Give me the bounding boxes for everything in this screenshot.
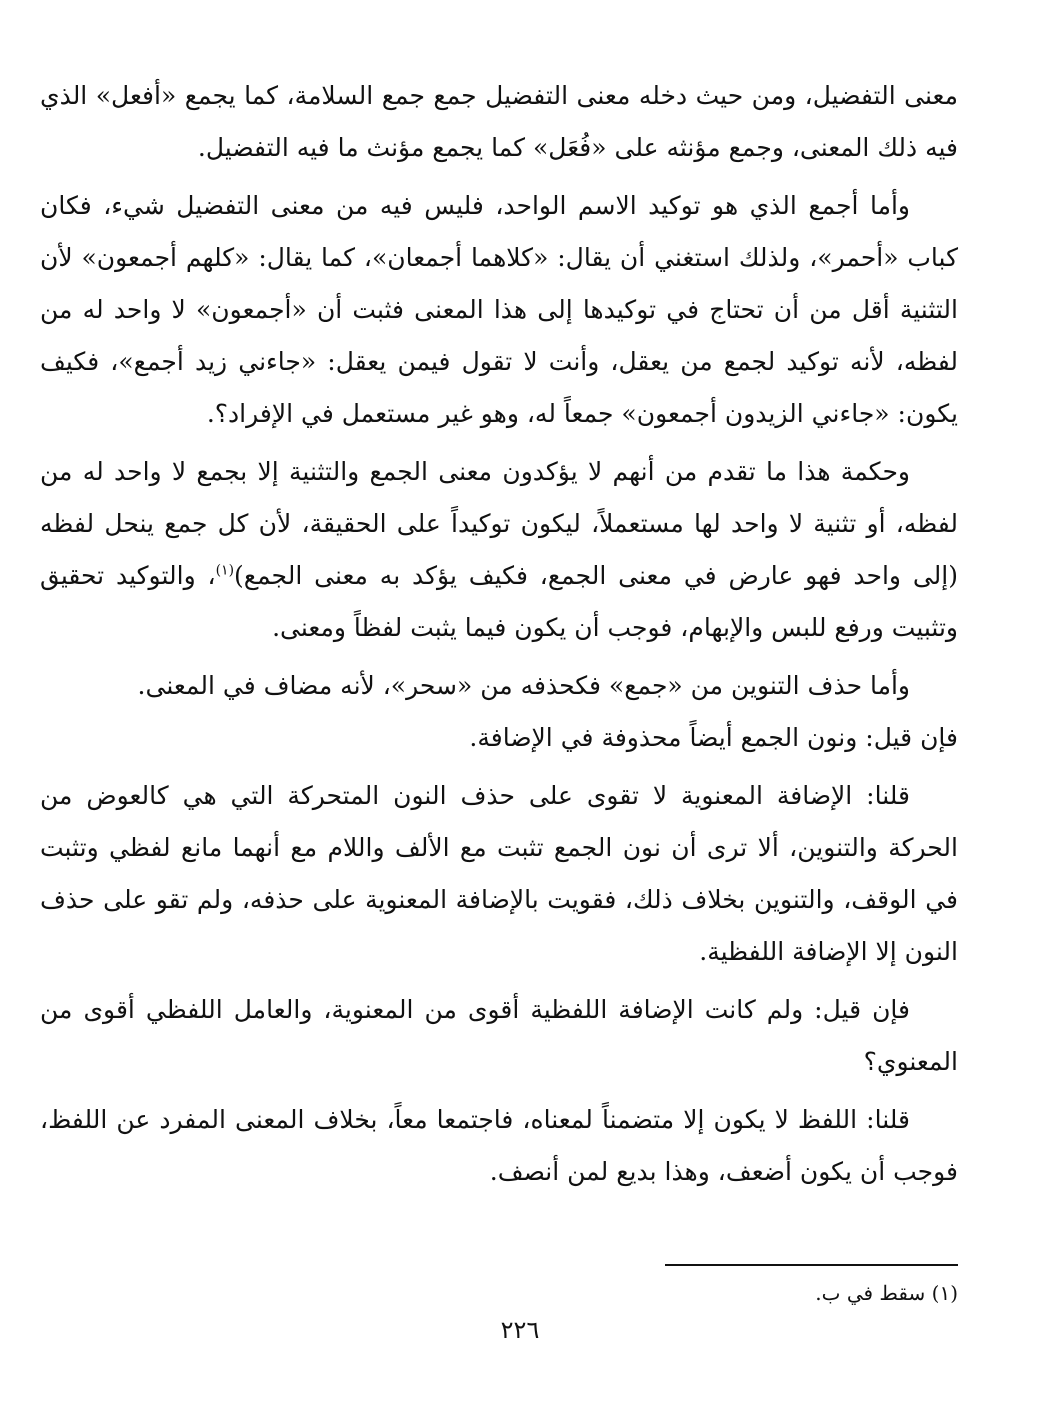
paragraph-1: معنى التفضيل، ومن حيث دخله معنى التفضيل جمع جمع السلامة، كما يجمع «أفعل» الذي فيه ذلك المعنى، وجمع مؤنثه على «فُعَل» كما يجمع مؤنث ما فيه التفضيل. xyxy=(40,81,958,162)
paragraph-8: قلنا: اللفظ لا يكون إلا متضمناً لمعناه، فاجتمعا معاً، بخلاف المعنى المفرد عن اللفظ، فوجب أن يكون أضعف، وهذا بديع لمن أنصف. xyxy=(40,1105,958,1186)
footnote-divider xyxy=(665,1264,958,1266)
paragraph-3-tail: ، والتوكيد تحقيق وتثبيت ورفع للبس والإبهام، فوجب أن يكون فيما يثبت لفظاً ومعنى. xyxy=(40,561,958,642)
paragraph-6: قلنا: الإضافة المعنوية لا تقوى على حذف النون المتحركة التي هي كالعوض من الحركة والتنوين، ألا ترى أن نون الجمع تثبت مع الألف واللام مع أنهما مانع لفظي وتثبت في الوقف، والتنوين بخلاف ذلك، فقويت بالإضافة المعنوية على حذفه، ولم تقو على حذف النون إلا الإضافة اللفظية. xyxy=(40,781,958,966)
paragraph-3-text: وحكمة هذا ما تقدم من أنهم لا يؤكدون معنى الجمع والتثنية إلا بجمع لا واحد له من لفظه، أو تثنية لا واحد لها مستعملاً، ليكون توكيداً على الحقيقة، لأن كل جمع ينحل لفظه (إلى واحد فهو عارض في معنى الجمع، فكيف يؤكد به معنى الجمع) xyxy=(40,457,958,590)
paragraph-7: فإن قيل: ولم كانت الإضافة اللفظية أقوى من المعنوية، والعامل اللفظي أقوى من المعنوي؟ xyxy=(40,995,958,1076)
paragraph-3 xyxy=(40,446,958,654)
paragraph-5: فإن قيل: ونون الجمع أيضاً محذوفة في الإضافة. xyxy=(469,723,958,752)
page-body xyxy=(40,70,958,1204)
footnote: (١) سقط في ب. xyxy=(815,1281,958,1305)
footnote-marker: (١) xyxy=(215,562,235,579)
page-number: ٢٢٦ xyxy=(500,1316,540,1344)
paragraph-2: وأما أجمع الذي هو توكيد الاسم الواحد، فليس فيه من معنى التفضيل شيء، فكان كباب «أحمر»، ولذلك استغني أن يقال: «كلاهما أجمعان»، كما يقال: «كلهم أجمعون» لأن التثنية أقل من أن تحتاج في توكيدها إلى هذا المعنى فثبت أن «أجمعون» لا واحد له من لفظه، لأنه توكيد لجمع من يعقل، وأنت لا تقول فيمن يعقل: «جاءني زيد أجمع»، فكيف يكون: «جاءني الزيدون أجمعون» جمعاً له، وهو غير مستعمل في الإفراد؟. xyxy=(40,191,958,428)
paragraph-4: وأما حذف التنوين من «جمع» فكحذفه من «سحر»، لأنه مضاف في المعنى. xyxy=(137,671,910,700)
